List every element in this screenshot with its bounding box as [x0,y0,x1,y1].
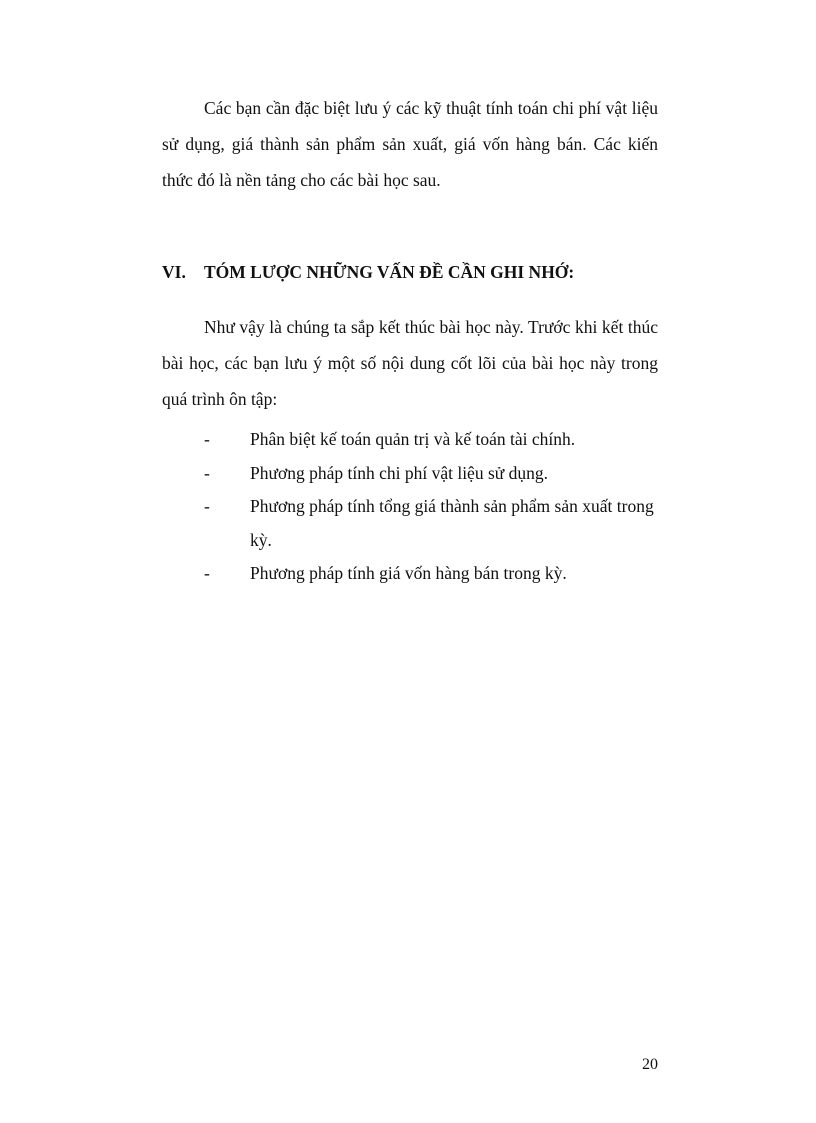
list-item [162,557,658,591]
list-item-text: Phương pháp tính tổng giá thành sản phẩm sản xuất trong kỳ. [250,496,654,550]
list-item [162,457,658,491]
list-item [162,490,658,557]
section-title: TÓM LƯỢC NHỮNG VẤN ĐỀ CẦN GHI NHỚ: [204,262,575,282]
list-item-text: Phương pháp tính giá vốn hàng bán trong kỳ. [250,563,567,583]
list-marker: - [204,462,210,483]
summary-list [162,423,658,591]
list-item [162,423,658,457]
page-number: 20 [642,1056,658,1073]
intro-paragraph: Các bạn cần đặc biệt lưu ý các kỹ thuật tính toán chi phí vật liệu sử dụng, giá thành sản phẩm sản xuất, giá vốn hàng bán. Các kiến thức đó là nền tảng cho các bài học sau. [162,98,658,190]
list-marker: - [204,429,210,449]
section-heading [162,254,658,290]
section-number: VI. [162,262,186,282]
summary-paragraph: Như vậy là chúng ta sắp kết thúc bài học này. Trước khi kết thúc bài học, các bạn lưu ý một số nội dung cốt lõi của bài học này trong quá trình ôn tập: [162,317,658,409]
list-item-text: Phân biệt kế toán quản trị và kế toán tài chính. [250,429,576,449]
list-marker: - [204,563,210,583]
list-item-text: Phương pháp tính chi phí vật liệu sử dụng. [250,462,548,483]
list-marker: - [204,496,210,516]
